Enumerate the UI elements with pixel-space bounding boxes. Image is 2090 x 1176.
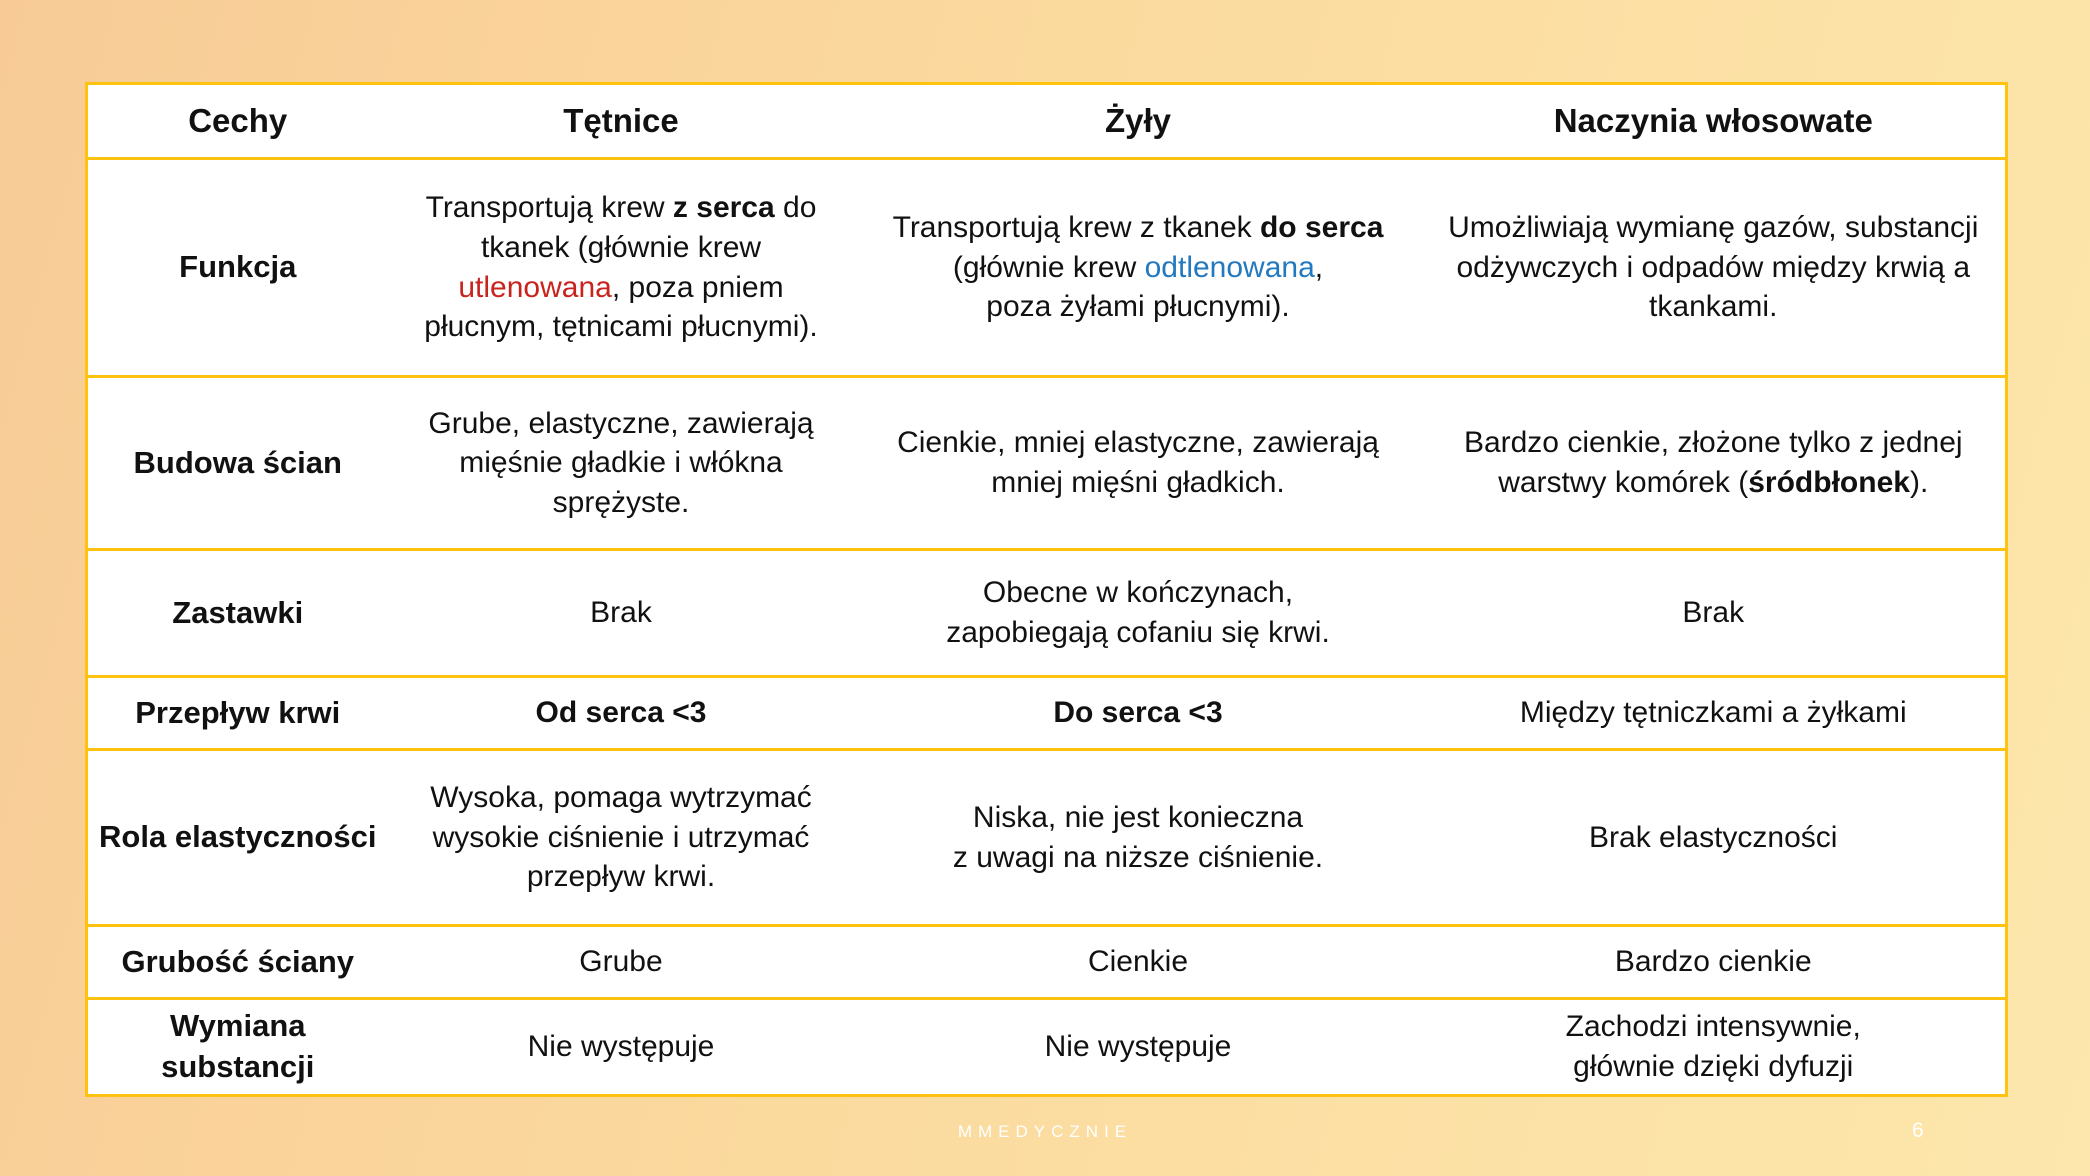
text-segment: Od serca <3 xyxy=(535,696,707,730)
table-cell xyxy=(1422,750,2007,926)
text-segment: Cienkie xyxy=(1087,945,1189,979)
table-cell xyxy=(388,377,855,550)
table-cell xyxy=(855,550,1422,677)
text-segment: do tkanek (głównie krew xyxy=(480,191,817,264)
table-row-przeplyw xyxy=(87,677,2007,750)
text-segment: Między tętniczkami a żyłkami xyxy=(1519,696,1907,730)
row-label: Rola elastyczności xyxy=(87,750,388,926)
row-label: Grubość ściany xyxy=(87,926,388,999)
text-segment: Brak xyxy=(1682,596,1745,630)
footer-brand: MMEDYCZNIE xyxy=(957,1122,1133,1141)
text-segment: utlenowana xyxy=(458,270,612,304)
table-cell xyxy=(388,999,855,1096)
text-segment: Brak xyxy=(590,596,652,630)
column-header-cechy: Cechy xyxy=(87,84,388,159)
table-cell xyxy=(1422,377,2007,550)
table-row-wymiana xyxy=(87,999,2007,1096)
text-segment: Brak elastyczności xyxy=(1589,820,1838,854)
table-row-zastawki xyxy=(87,550,2007,677)
text-segment: Grube, elastyczne, zawierają mięśnie gładkie i włókna sprężyste. xyxy=(428,406,814,519)
text-segment: Nie występuje xyxy=(1044,1030,1232,1064)
table-row-rola xyxy=(87,750,2007,926)
table-cell xyxy=(1422,159,2007,377)
table-row-grubosc xyxy=(87,926,2007,999)
table-cell xyxy=(1422,926,2007,999)
text-segment: ). xyxy=(1909,466,1929,499)
table-cell xyxy=(855,926,1422,999)
text-segment: , poza pniem płucnym, tętnicami płucnymi). xyxy=(424,270,818,344)
row-label: Przepływ krwi xyxy=(87,677,388,750)
table-cell xyxy=(1422,999,2007,1096)
comparison-table xyxy=(85,82,2008,1097)
text-segment: zapobiegają cofaniu się krwi. xyxy=(946,616,1330,649)
table-cell xyxy=(855,999,1422,1096)
text-segment: głównie dzięki dyfuzji xyxy=(1573,1050,1854,1083)
text-segment: Bardzo cienkie xyxy=(1614,945,1812,979)
table-cell xyxy=(855,750,1422,926)
text-segment: (głównie krew xyxy=(952,250,1145,284)
table-cell xyxy=(855,677,1422,750)
table-header xyxy=(87,84,2007,159)
text-segment: śródbłonek xyxy=(1748,466,1910,499)
row-label: Zastawki xyxy=(87,550,388,677)
table-cell xyxy=(855,159,1422,377)
table-row-budowa xyxy=(87,377,2007,550)
text-segment: Transportują krew xyxy=(425,191,673,225)
text-segment: , xyxy=(1314,250,1324,284)
row-label: Funkcja xyxy=(87,159,388,377)
text-segment: Obecne w kończynach, xyxy=(982,576,1294,610)
column-header-3: Naczynia włosowate xyxy=(1422,84,2007,159)
text-segment: Grube xyxy=(579,945,663,979)
text-segment: Cienkie, mniej elastyczne, zawierają mniej mięśni gładkich. xyxy=(897,426,1379,499)
table-cell xyxy=(1422,550,2007,677)
table-cell xyxy=(855,377,1422,550)
text-segment: Bardzo cienkie, złożone tylko z jednej warstwy komórek ( xyxy=(1463,426,1963,499)
row-label: Wymiana substancji xyxy=(87,999,388,1096)
row-label: Budowa ścian xyxy=(87,377,388,550)
header-row xyxy=(87,84,2007,159)
text-segment: do serca xyxy=(1259,211,1384,245)
text-segment: Zachodzi intensywnie, xyxy=(1565,1010,1861,1044)
table-cell xyxy=(388,926,855,999)
text-segment: Transportują krew z tkanek xyxy=(892,211,1260,245)
footer-page-number: 6 xyxy=(1912,1119,1924,1142)
table-cell xyxy=(388,159,855,377)
text-segment: Umożliwiają wymianę gazów, substancji odżywczych i odpadów między krwią a tkankami. xyxy=(1448,211,1979,324)
table-cell xyxy=(388,750,855,926)
table-row-funkcja xyxy=(87,159,2007,377)
text-segment: Nie występuje xyxy=(527,1030,715,1064)
text-segment: poza żyłami płucnymi). xyxy=(986,290,1290,324)
text-segment: Wysoka, pomaga wytrzymać wysokie ciśnienie i utrzymać przepływ krwi. xyxy=(430,781,812,894)
table-cell xyxy=(388,677,855,750)
text-segment: Do serca <3 xyxy=(1053,696,1223,730)
column-header-1: Tętnice xyxy=(388,84,855,159)
text-segment: z uwagi na niższe ciśnienie. xyxy=(952,840,1324,874)
column-header-2: Żyły xyxy=(855,84,1422,159)
text-segment: Niska, nie jest konieczna xyxy=(972,800,1304,834)
table-cell xyxy=(388,550,855,677)
table-body xyxy=(87,159,2007,1096)
text-segment: z serca xyxy=(672,191,775,225)
text-segment: odtlenowana xyxy=(1144,250,1315,284)
table-cell xyxy=(1422,677,2007,750)
